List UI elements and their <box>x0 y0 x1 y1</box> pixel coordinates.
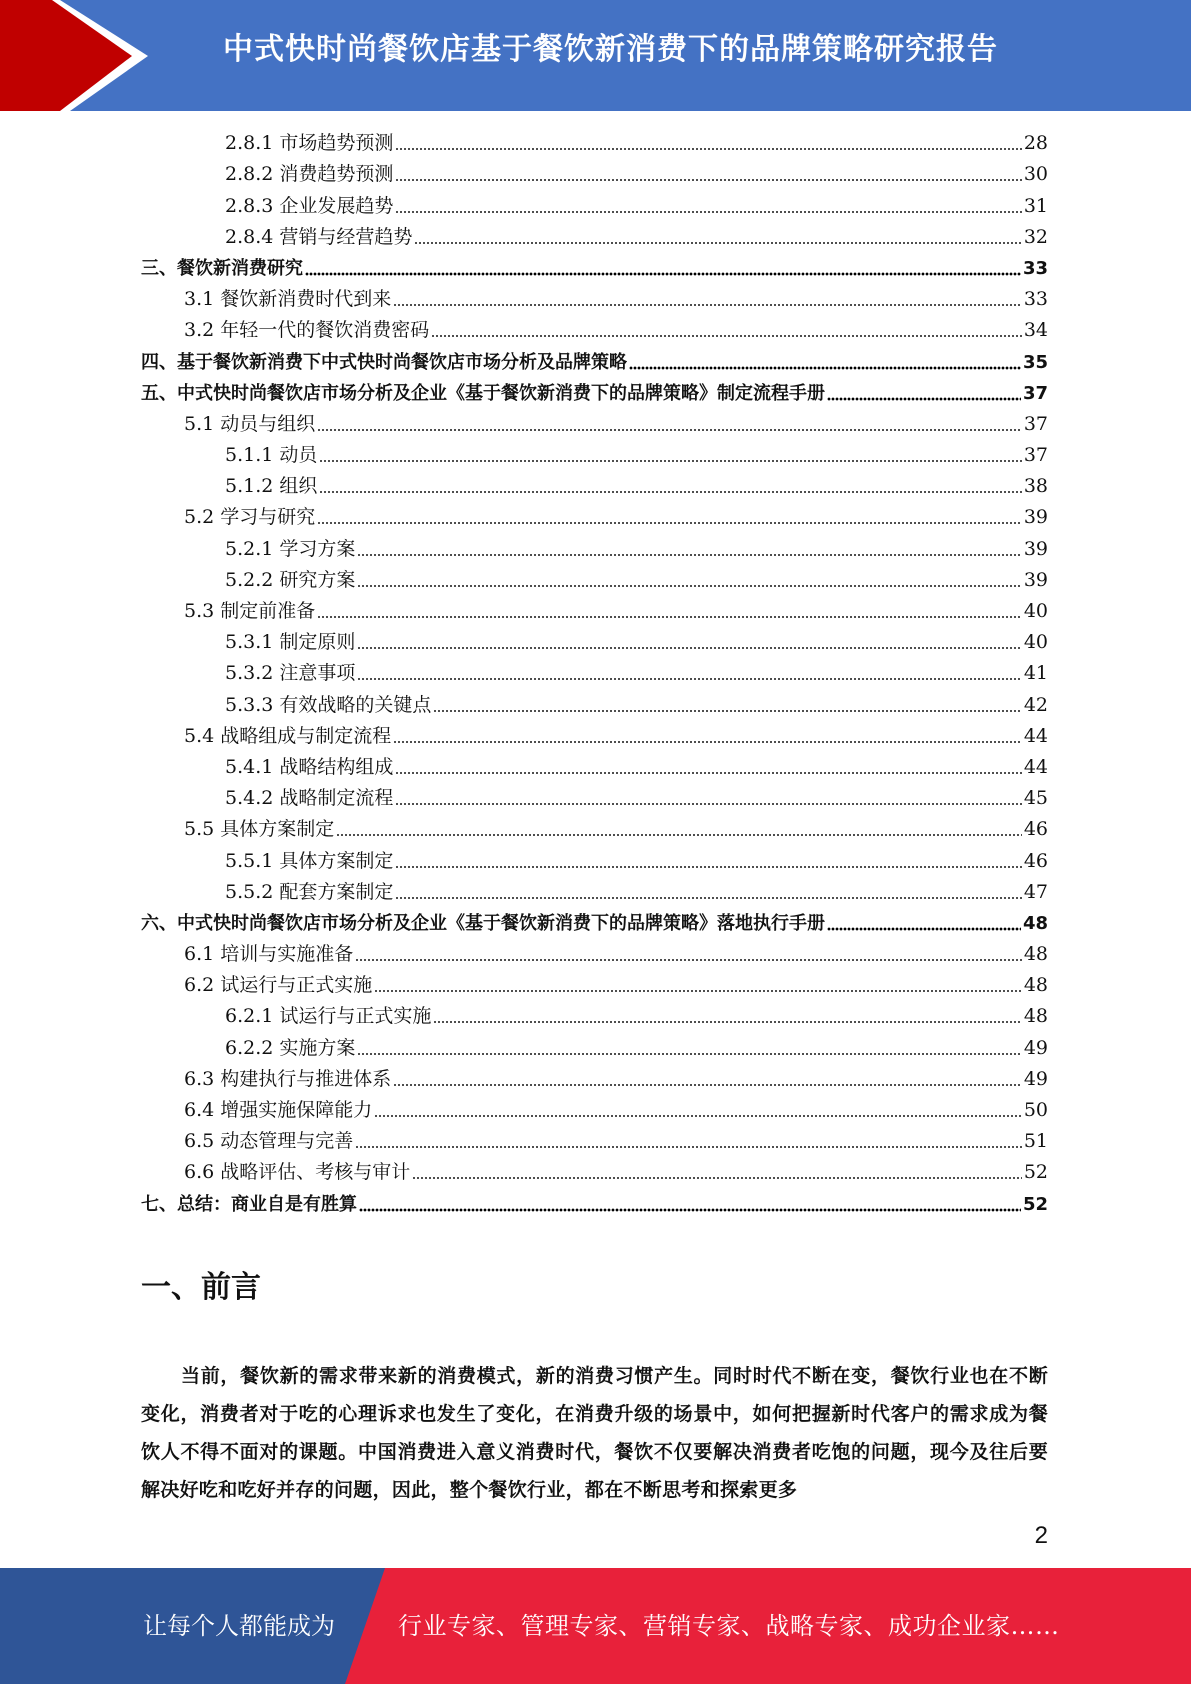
toc-entry-page: 50 <box>1023 1099 1048 1121</box>
toc-entry-label: 5.5.1 具体方案制定 <box>225 849 394 872</box>
toc-entry[interactable] <box>141 533 1048 564</box>
toc-entry-label: 2.8.4 营销与经营趋势 <box>225 225 413 248</box>
toc-entry[interactable] <box>141 1157 1048 1188</box>
toc-entry-label: 5.1.2 组织 <box>225 475 318 498</box>
toc-leader-dots <box>827 927 1021 931</box>
toc-entry-label: 6.6 战略评估、考核与审计 <box>184 1161 411 1184</box>
toc-leader-dots <box>433 1020 1021 1024</box>
toc-entry-page: 48 <box>1023 1005 1048 1028</box>
table-of-contents <box>141 128 1048 1220</box>
toc-leader-dots <box>395 802 1021 806</box>
toc-leader-dots <box>357 1052 1021 1056</box>
toc-entry-label: 2.8.2 消费趋势预测 <box>225 163 394 186</box>
toc-entry-label: 5.4 战略组成与制定流程 <box>184 724 392 747</box>
toc-entry[interactable] <box>141 658 1048 689</box>
toc-entry[interactable] <box>141 627 1048 658</box>
toc-entry-label: 5.1 动员与组织 <box>184 412 316 435</box>
toc-entry-label: 3.2 年轻一代的餐饮消费密码 <box>184 319 430 342</box>
toc-leader-dots <box>629 366 1021 370</box>
toc-leader-dots <box>357 646 1021 650</box>
toc-leader-dots <box>395 147 1021 151</box>
toc-entry[interactable] <box>141 346 1048 377</box>
toc-entry-page: 47 <box>1023 880 1048 903</box>
toc-entry-label: 2.8.1 市场趋势预测 <box>225 132 394 155</box>
toc-leader-dots <box>374 989 1022 993</box>
toc-leader-dots <box>393 740 1022 744</box>
toc-leader-dots <box>414 241 1021 245</box>
toc-leader-dots <box>395 771 1021 775</box>
toc-leader-dots <box>355 1145 1022 1149</box>
toc-entry-page: 41 <box>1023 662 1048 685</box>
toc-leader-dots <box>317 615 1022 619</box>
toc-entry-label: 3.1 餐饮新消费时代到来 <box>184 288 392 311</box>
page-footer <box>0 1568 1191 1684</box>
toc-entry-page: 48 <box>1023 943 1048 966</box>
toc-entry[interactable] <box>141 378 1048 409</box>
toc-leader-dots <box>305 272 1021 276</box>
toc-entry-page: 48 <box>1023 974 1048 997</box>
toc-entry-label: 七、总结：商业自是有胜算 <box>141 1193 357 1215</box>
report-title: 中式快时尚餐饮店基于餐饮新消费下的品牌策略研究报告 <box>223 32 998 67</box>
toc-entry-page: 38 <box>1023 475 1048 498</box>
toc-entry-page: 39 <box>1023 568 1048 591</box>
toc-entry[interactable] <box>141 1126 1048 1157</box>
toc-entry[interactable] <box>141 440 1048 471</box>
toc-entry[interactable] <box>141 1188 1048 1219</box>
toc-leader-dots <box>357 677 1021 681</box>
toc-entry-label: 5.2.2 研究方案 <box>225 568 356 591</box>
toc-entry-label: 5.3.1 制定原则 <box>225 631 356 654</box>
toc-entry-page: 51 <box>1023 1130 1048 1153</box>
toc-leader-dots <box>319 459 1021 463</box>
toc-entry-page: 28 <box>1023 132 1048 155</box>
toc-leader-dots <box>357 553 1021 557</box>
toc-entry-page: 48 <box>1022 912 1048 934</box>
toc-entry[interactable] <box>141 721 1048 752</box>
footer-slogan-right: 行业专家、管理专家、营销专家、战略专家、成功企业家…… <box>398 1612 1060 1640</box>
toc-entry[interactable] <box>141 471 1048 502</box>
toc-entry-label: 5.2 学习与研究 <box>184 506 316 529</box>
toc-entry-page: 46 <box>1023 849 1048 872</box>
toc-entry-page: 44 <box>1023 724 1048 747</box>
page-number: 2 <box>1034 1522 1048 1549</box>
toc-entry-page: 33 <box>1023 288 1048 311</box>
toc-entry-label: 5.4.2 战略制定流程 <box>225 787 394 810</box>
toc-leader-dots <box>395 178 1021 182</box>
toc-entry-label: 6.2.1 试运行与正式实施 <box>225 1005 432 1028</box>
toc-entry-label: 6.4 增强实施保障能力 <box>184 1099 373 1121</box>
toc-entry-page: 40 <box>1023 631 1048 654</box>
toc-entry-label: 6.3 构建执行与推进体系 <box>184 1067 392 1090</box>
toc-entry-label: 6.1 培训与实施准备 <box>184 943 354 966</box>
toc-entry[interactable] <box>141 253 1048 284</box>
toc-leader-dots <box>827 397 1021 401</box>
toc-entry-page: 42 <box>1023 693 1048 716</box>
toc-entry-label: 6.5 动态管理与完善 <box>184 1130 354 1153</box>
toc-entry-page: 34 <box>1023 319 1048 342</box>
toc-entry-page: 40 <box>1023 600 1048 622</box>
toc-leader-dots <box>393 1083 1022 1087</box>
preface-paragraph: 当前，餐饮新的需求带来新的消费模式，新的消费习惯产生。同时时代不断在变，餐饮行业也在不断变化，消费者对于吃的心理诉求也发生了变化，在消费升级的场景中，如何把握新时代客户的需求成为餐饮人不得不面对的课题。中国消费进入意义消费时代，餐饮不仅要解决消费者吃饱的问题，现今及往后要解决好吃和吃好并存的问题，因此，整个餐饮行业，都在不断思考和探索更多 <box>141 1365 1048 1501</box>
toc-entry-label: 5.5 具体方案制定 <box>184 818 335 841</box>
toc-leader-dots <box>317 521 1022 525</box>
toc-entry[interactable] <box>141 409 1048 440</box>
toc-leader-dots <box>319 490 1021 494</box>
toc-entry-page: 37 <box>1022 382 1048 404</box>
toc-entry-page: 49 <box>1023 1067 1048 1090</box>
toc-entry-label: 5.3.3 有效战略的关键点 <box>225 693 432 716</box>
toc-entry-label: 5.4.1 战略结构组成 <box>225 755 394 778</box>
toc-entry[interactable] <box>141 502 1048 533</box>
toc-leader-dots <box>359 1208 1021 1212</box>
toc-entry[interactable] <box>141 596 1048 627</box>
toc-entry[interactable] <box>141 1095 1048 1126</box>
page-header <box>0 0 1191 111</box>
toc-entry-page: 45 <box>1023 787 1048 810</box>
toc-entry[interactable] <box>141 908 1048 939</box>
toc-entry-page: 44 <box>1023 755 1048 778</box>
toc-leader-dots <box>431 334 1022 338</box>
toc-entry[interactable] <box>141 783 1048 814</box>
toc-entry-page: 32 <box>1023 225 1048 248</box>
toc-entry-page: 30 <box>1023 163 1048 186</box>
footer-slogan-left: 让每个人都能成为 <box>143 1612 335 1640</box>
toc-entry[interactable] <box>141 939 1048 970</box>
toc-leader-dots <box>395 896 1021 900</box>
toc-entry[interactable] <box>141 159 1048 190</box>
toc-leader-dots <box>357 584 1021 588</box>
toc-entry-label: 5.1.1 动员 <box>225 444 318 467</box>
toc-leader-dots <box>355 958 1022 962</box>
toc-entry-page: 33 <box>1022 257 1048 279</box>
toc-entry[interactable] <box>141 752 1048 783</box>
toc-entry-page: 39 <box>1023 537 1048 560</box>
toc-leader-dots <box>317 428 1022 432</box>
toc-entry-label: 三、餐饮新消费研究 <box>141 257 303 279</box>
toc-entry-label: 5.2.1 学习方案 <box>225 537 356 560</box>
toc-entry[interactable] <box>141 565 1048 596</box>
toc-entry-label: 5.3 制定前准备 <box>184 600 316 622</box>
toc-entry[interactable] <box>141 877 1048 908</box>
toc-entry[interactable] <box>141 689 1048 720</box>
toc-entry-label: 五、中式快时尚餐饮店市场分析及企业《基于餐饮新消费下的品牌策略》制定流程手册 <box>141 382 825 404</box>
toc-entry[interactable] <box>141 1001 1048 1032</box>
toc-entry[interactable] <box>141 315 1048 346</box>
toc-entry-page: 31 <box>1023 194 1048 217</box>
toc-leader-dots <box>336 833 1022 837</box>
toc-entry-page: 39 <box>1023 506 1048 529</box>
toc-entry-page: 52 <box>1023 1161 1048 1184</box>
toc-entry-page: 37 <box>1023 412 1048 435</box>
toc-entry-page: 49 <box>1023 1036 1048 1059</box>
toc-entry-page: 46 <box>1023 818 1048 841</box>
toc-entry-label: 四、基于餐饮新消费下中式快时尚餐饮店市场分析及品牌策略 <box>141 351 627 373</box>
toc-leader-dots <box>393 303 1022 307</box>
toc-entry-label: 5.3.2 注意事项 <box>225 662 356 685</box>
toc-entry-label: 6.2.2 实施方案 <box>225 1036 356 1059</box>
toc-entry[interactable] <box>141 128 1048 159</box>
toc-entry[interactable] <box>141 1032 1048 1063</box>
toc-entry-label: 6.2 试运行与正式实施 <box>184 974 373 997</box>
section-heading: 一、前言 <box>141 1270 261 1305</box>
toc-entry-page: 35 <box>1022 351 1048 373</box>
toc-leader-dots <box>374 1114 1022 1118</box>
toc-leader-dots <box>395 210 1021 214</box>
toc-entry[interactable] <box>141 190 1048 221</box>
toc-entry-label: 5.5.2 配套方案制定 <box>225 880 394 903</box>
toc-entry[interactable] <box>141 814 1048 845</box>
toc-entry[interactable] <box>141 970 1048 1001</box>
toc-entry-label: 2.8.3 企业发展趋势 <box>225 194 394 217</box>
toc-leader-dots <box>412 1176 1022 1180</box>
toc-entry-page: 52 <box>1022 1193 1048 1215</box>
toc-entry[interactable] <box>141 1064 1048 1095</box>
toc-leader-dots <box>433 709 1021 713</box>
toc-entry[interactable] <box>141 845 1048 876</box>
toc-entry-label: 六、中式快时尚餐饮店市场分析及企业《基于餐饮新消费下的品牌策略》落地执行手册 <box>141 912 825 934</box>
toc-entry[interactable] <box>141 284 1048 315</box>
toc-entry-page: 37 <box>1023 444 1048 467</box>
toc-leader-dots <box>395 865 1021 869</box>
toc-entry[interactable] <box>141 222 1048 253</box>
